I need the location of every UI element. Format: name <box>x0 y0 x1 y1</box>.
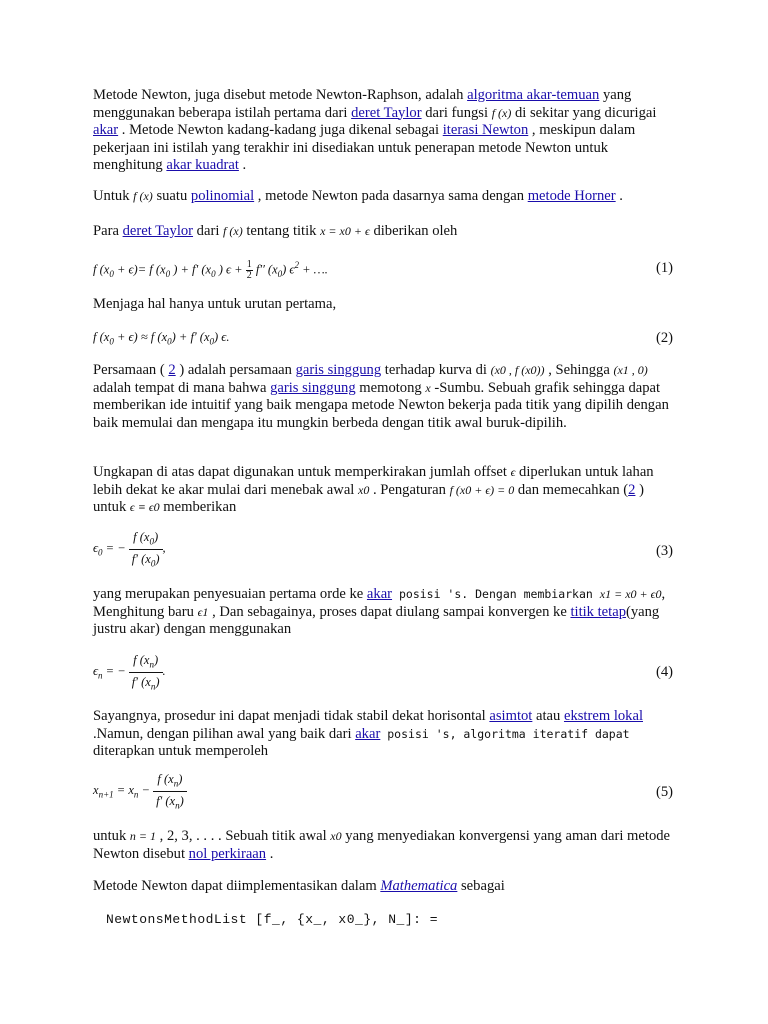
text: dari <box>193 223 224 239</box>
math-point-2: (x1 , 0) <box>613 363 648 377</box>
text: , Dan sebagainya, proses dapat diulang sampai konvergen ke <box>208 603 571 620</box>
equation-5-number: (5) <box>656 784 674 800</box>
text: Metode Newton dapat diimplementasikan dalam <box>93 878 381 894</box>
text: Para <box>93 223 123 239</box>
text: memotong <box>355 379 426 396</box>
text: posisi 's. Dengan membiarkan <box>392 587 600 601</box>
text: terhadap kurva di <box>381 362 491 378</box>
equation-3: $\epsilon_0$ = − $\frac{f (x_0)}{f' (x_0)}$ , <box>93 530 166 568</box>
math-eps: ϵ <box>510 465 516 479</box>
text: , meskipun dalam pekerjaan ini istilah yang terakhir ini disediakan untuk penerapan metode Newton untuk menghitung <box>93 122 636 173</box>
first-order-adjust-paragraph <box>93 586 673 639</box>
text: . Pengaturan <box>369 481 450 498</box>
text: yang merupakan penyesuaian pertama orde ke <box>93 586 367 602</box>
link-garis-singgung-2[interactable]: garis singgung <box>270 379 356 396</box>
link-nol-perkiraan[interactable]: nol perkiraan <box>188 845 267 862</box>
text: (yang justru akar) dengan menggunakan <box>93 603 660 637</box>
text: untuk <box>93 828 130 844</box>
text: diperlukan untuk lahan lebih dekat ke akar mulai dari menebak awal <box>93 464 654 498</box>
link-garis-singgung[interactable]: garis singgung <box>295 362 382 378</box>
math-setting: f (x0 + ϵ) = 0 <box>449 482 515 497</box>
text: . <box>238 157 247 173</box>
link-polinomial[interactable]: polinomial <box>190 188 255 204</box>
text: . Metode Newton kadang-kadang juga dikenal sebagai <box>118 122 443 138</box>
text: . <box>266 845 274 862</box>
math-x: x <box>425 380 431 395</box>
equation-1: f $(x_0 + \epsilon)= f$ ($x_0$ ) + f′ ($x_0$ ) ϵ + $\frac{1}{2} f''$ $(x_0) \epsilon^2$ + …. <box>93 259 328 281</box>
text: , 2, 3, . . . . Sebuah titik awal <box>156 828 331 844</box>
text: ) untuk <box>93 481 644 515</box>
math-eps-equiv: ϵ ≡ ϵ0 <box>129 500 160 514</box>
link-akar-2[interactable]: akar <box>366 586 393 602</box>
math-x1: x1 = x0 + ϵ0 <box>599 587 662 601</box>
text: adalah tempat di mana bahwa <box>93 379 271 396</box>
text: Metode Newton, juga disebut metode Newton-Raphson, adalah <box>93 87 468 103</box>
text: dari fungsi <box>421 104 492 121</box>
text: ) adalah persamaan <box>175 362 296 378</box>
link-deret-taylor-2[interactable]: deret Taylor <box>122 223 194 239</box>
text: memberikan <box>159 499 237 515</box>
link-equation-2b[interactable]: 2 <box>628 481 636 498</box>
text: Untuk <box>93 188 134 204</box>
text: -Sumbu. Sebuah grafik sehingga dapat memberikan ide intuitif yang baik mengapa metode Newton bekerja pada titik yang dipilih dengan baik memulai dan mengapa itu mungkin berbeda dengan titik awal buruk-dipilih. <box>93 379 669 431</box>
equation-4-number: (4) <box>656 664 674 680</box>
link-equation-2[interactable]: 2 <box>168 362 176 378</box>
first-order-paragraph: Menjaga hal hanya untuk urutan pertama, <box>93 296 337 312</box>
text: atau <box>532 708 564 724</box>
link-asimtot[interactable]: asimtot <box>489 708 533 724</box>
text: . <box>615 188 623 204</box>
equation-3-number: (3) <box>656 543 674 559</box>
text: Persamaan ( <box>93 362 169 378</box>
mathematica-paragraph <box>93 878 673 896</box>
math-fx: f (x) <box>491 105 512 120</box>
link-deret-taylor[interactable]: deret Taylor <box>351 104 422 121</box>
offset-paragraph <box>93 464 673 517</box>
math-point-1: (x0 , f (x0)) <box>490 363 545 377</box>
text: posisi 's, algoritma iteratif dapat <box>380 726 630 741</box>
equation-1-number: (1) <box>656 260 674 276</box>
link-mathematica[interactable]: Mathematica <box>380 878 458 894</box>
link-titik-tetap[interactable]: titik tetap <box>570 603 626 620</box>
text: Sayangnya, prosedur ini dapat menjadi tidak stabil dekat horisontal <box>93 708 490 724</box>
text: , Menghitung baru <box>93 586 666 620</box>
polynomial-paragraph <box>93 188 673 206</box>
equation-2-number: (2) <box>656 330 674 346</box>
equation-5: $x_{n+1} = x_n$ − $\frac{f (x_n)}{f' (x_n)}$ <box>93 772 187 810</box>
text: tentang titik <box>242 223 321 239</box>
stability-paragraph <box>93 708 673 761</box>
math-x0: x0 <box>330 829 342 843</box>
math-eps1: ϵ1 <box>197 604 209 619</box>
link-metode-horner[interactable]: metode Horner <box>527 188 616 204</box>
text: sebagai <box>457 878 505 894</box>
link-akar-kuadrat[interactable]: akar kuadrat <box>166 157 239 173</box>
math-x0: x0 <box>358 482 370 497</box>
tangent-paragraph <box>93 362 673 432</box>
math-fx: f (x) <box>133 189 153 203</box>
text: dan memecahkan ( <box>514 481 629 498</box>
taylor-paragraph <box>93 223 673 241</box>
text: yang menggunakan beberapa istilah pertama dari <box>93 87 632 121</box>
link-akar-3[interactable]: akar <box>355 725 381 742</box>
equation-2: f $(x_0 + \epsilon) \approx f$ $(x_0) + f'$ $(x_0)$ ϵ. <box>93 330 230 347</box>
text: , metode Newton pada dasarnya sama dengan <box>254 188 528 204</box>
code-line: NewtonsMethodList [f_, {x_, x0_}, N_]: = <box>106 912 439 927</box>
math-point: x = x0 + ϵ <box>320 224 370 238</box>
link-akar[interactable]: akar <box>93 122 119 138</box>
text: di sekitar yang dicurigai <box>511 104 657 121</box>
initial-guess-paragraph <box>93 828 673 863</box>
text: Ungkapan di atas dapat digunakan untuk memperkirakan jumlah offset <box>93 464 511 480</box>
text: diterapkan untuk memperoleh <box>93 743 269 759</box>
math-n: n = 1 <box>129 829 156 843</box>
link-iterasi-newton[interactable]: iterasi Newton <box>442 122 529 138</box>
intro-paragraph <box>93 87 673 175</box>
text: , Sehingga <box>544 362 614 378</box>
link-ekstrem-lokal[interactable]: ekstrem lokal <box>563 708 643 724</box>
link-algoritma-akar-temuan[interactable]: algoritma akar-temuan <box>467 87 600 103</box>
text: yang menyediakan konvergensi yang aman dari metode Newton disebut <box>93 828 671 862</box>
math-fx: f (x) <box>223 224 243 238</box>
text: .Namun, dengan pilihan awal yang baik dari <box>93 725 356 742</box>
equation-4: $\epsilon_n$ = − $\frac{f (x_n)}{f' (x_n)}$ . <box>93 653 166 691</box>
text: suatu <box>152 188 191 204</box>
text: diberikan oleh <box>369 223 458 239</box>
